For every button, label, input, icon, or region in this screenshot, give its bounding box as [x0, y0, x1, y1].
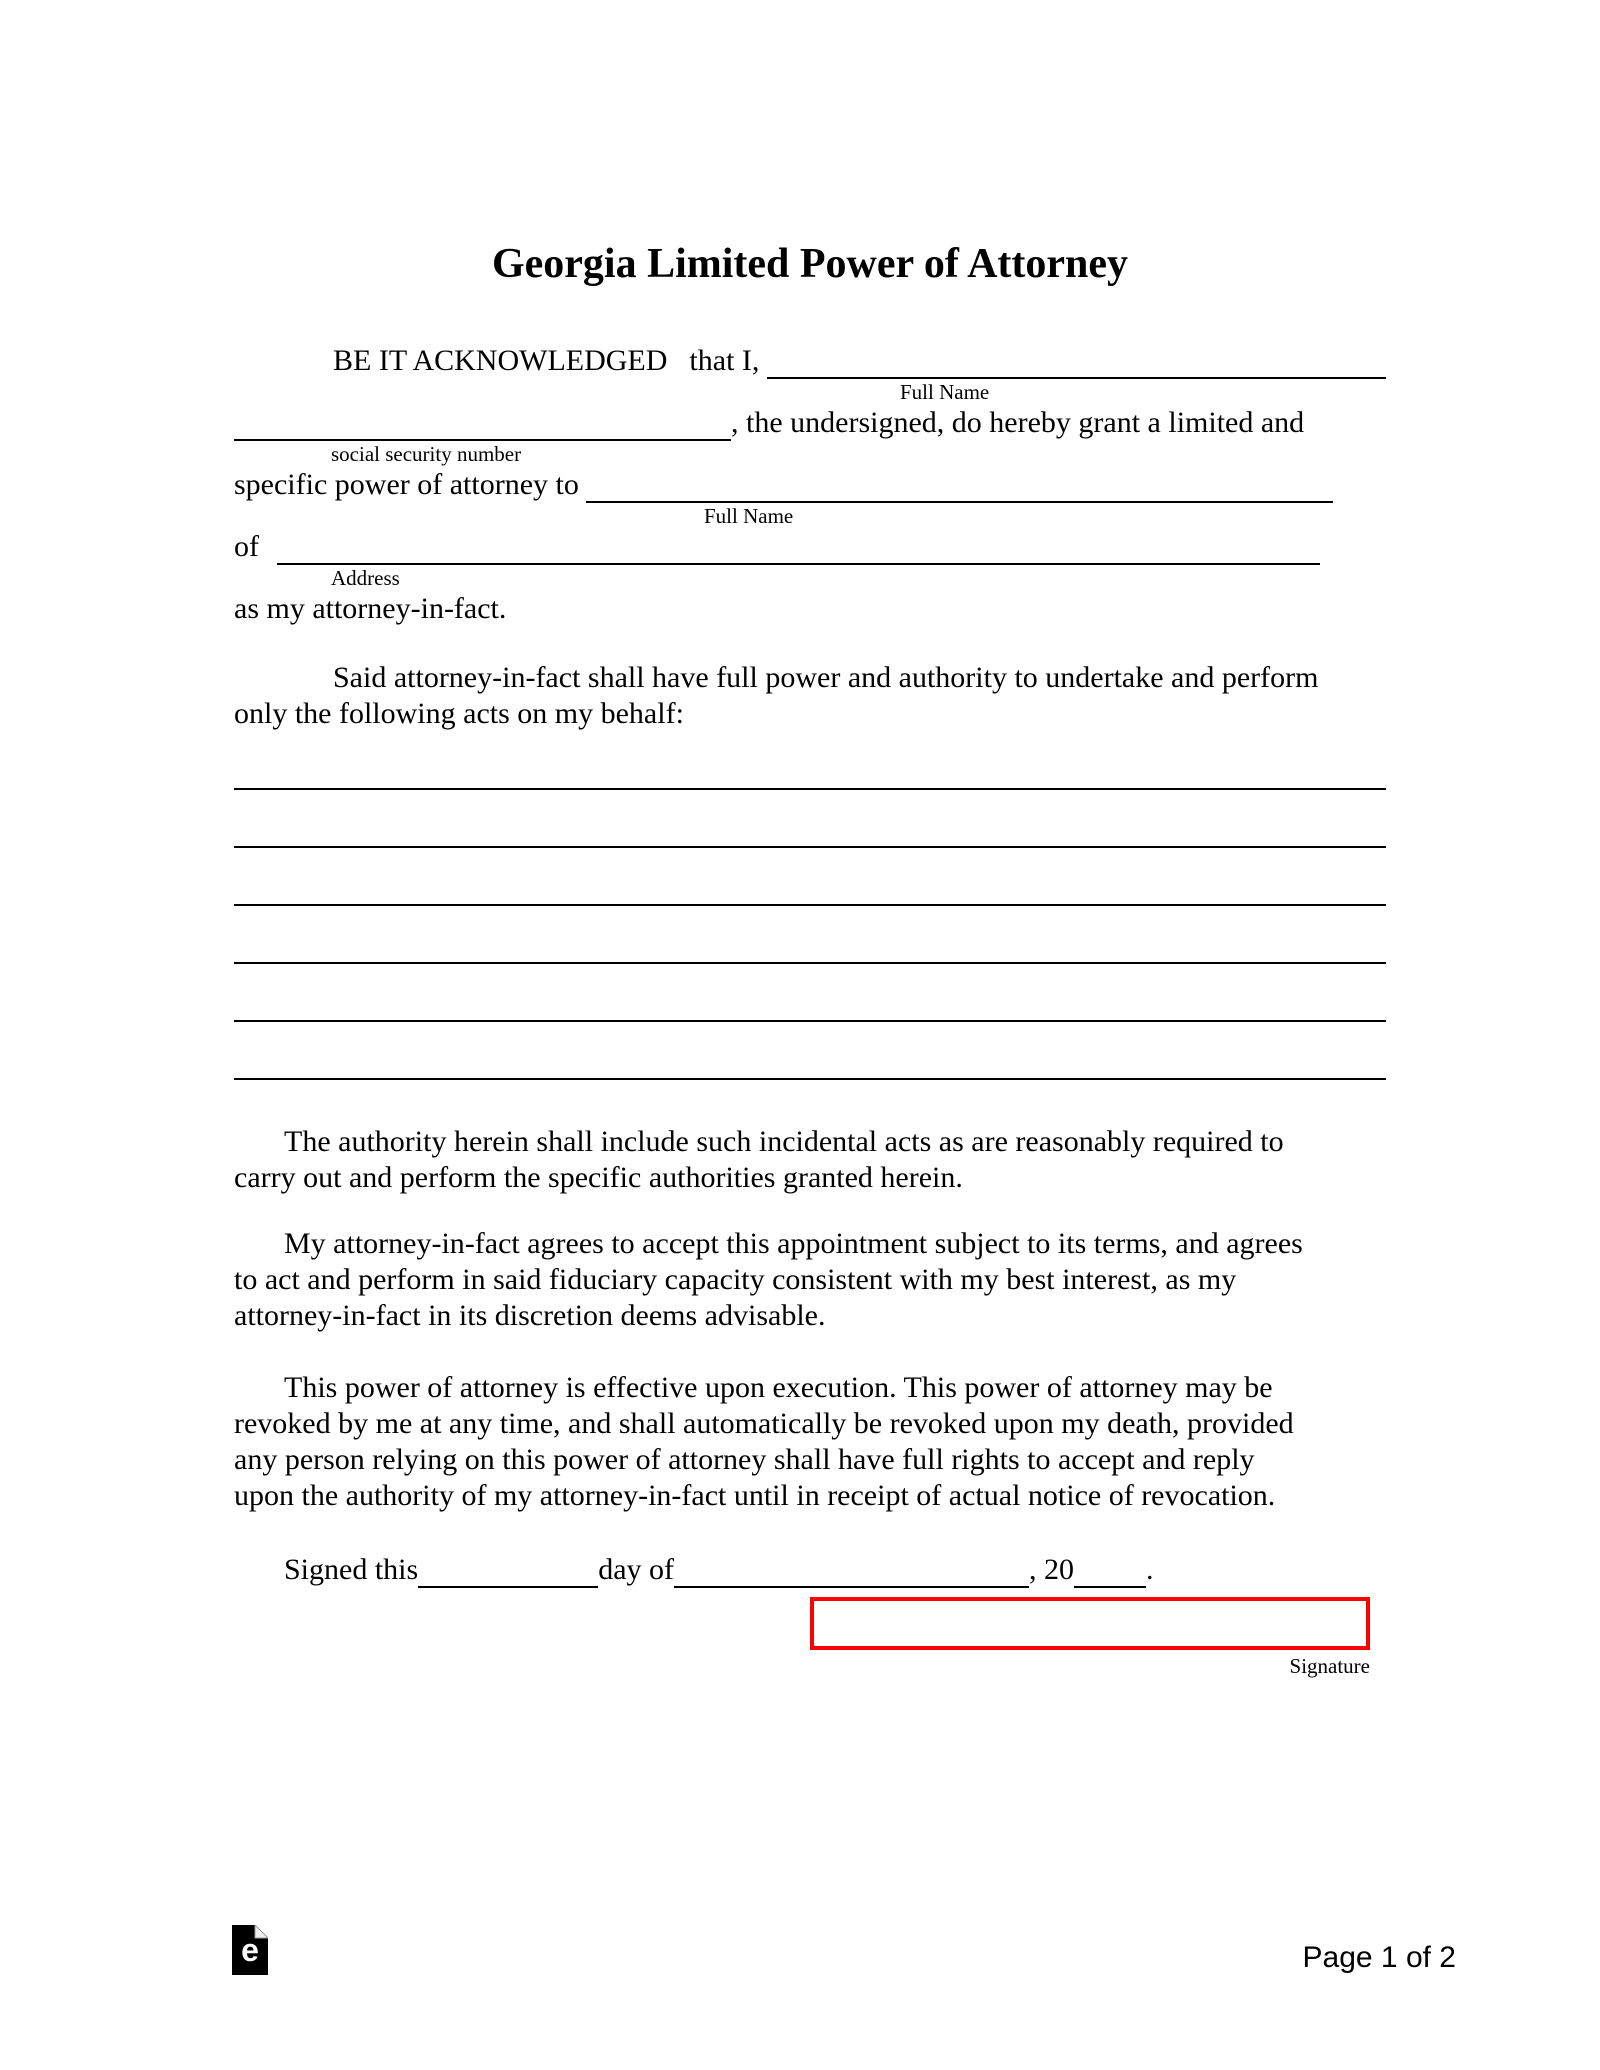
address-label: Address: [331, 566, 400, 590]
of-text: of: [234, 530, 259, 563]
agent-row: [234, 467, 1333, 503]
logo-letter: e: [241, 1932, 259, 1968]
full-name-label-row: [234, 379, 1386, 405]
agent-name-label-row: [234, 503, 1386, 529]
address-label-row: [234, 565, 1386, 591]
year-blank[interactable]: [1074, 1552, 1146, 1588]
that-i-text: that I,: [689, 344, 767, 377]
day-of-text: day of: [598, 1553, 674, 1586]
paragraph-line: upon the authority of my attorney-in-fact until in receipt of actual notice of revocation.: [234, 1479, 1276, 1512]
period-text: .: [1146, 1553, 1154, 1586]
paragraph-line: revoked by me at any time, and shall automatically be revoked upon my death, provided: [234, 1407, 1294, 1440]
ssn-blank[interactable]: [234, 405, 731, 441]
undersigned-text: , the undersigned, do hereby grant a limited and: [731, 406, 1305, 439]
paragraph-line: My attorney-in-fact agrees to accept this appointment subject to its terms, and agrees: [284, 1227, 1303, 1260]
tab-gap: [667, 343, 689, 379]
paragraph-authority: [234, 1124, 1386, 1196]
month-blank[interactable]: [674, 1552, 1029, 1588]
specific-poa-text: specific power of attorney to: [234, 468, 587, 501]
acknowledged-row: [234, 343, 1386, 379]
acknowledged-text: BE IT ACKNOWLEDGED: [333, 344, 668, 377]
signed-date-row: [234, 1552, 1386, 1588]
paragraph-line: This power of attorney is effective upon execution. This power of attorney may be: [284, 1371, 1273, 1404]
page-number: Page 1 of 2: [1302, 1941, 1456, 1974]
ssn-label-row: [234, 441, 1386, 467]
day-blank[interactable]: [418, 1552, 598, 1588]
intro-section: [234, 343, 1386, 627]
paragraph-said: [234, 660, 1386, 732]
page-title: Georgia Limited Power of Attorney: [491, 241, 1129, 287]
acts-blank-lines: [234, 732, 1386, 1080]
paragraph-line: to act and perform in said fiduciary capacity consistent with my best interest, as my: [234, 1263, 1237, 1296]
acts-blank-line-2[interactable]: [234, 790, 1386, 848]
paragraph-line: The authority herein shall include such incidental acts as are reasonably required to: [284, 1125, 1284, 1158]
paragraph-line: carry out and perform the specific authorities granted herein.: [234, 1161, 963, 1194]
signed-this-text: Signed this: [284, 1553, 419, 1586]
address-row: [234, 529, 1320, 565]
acts-blank-line-3[interactable]: [234, 848, 1386, 906]
eforms-logo: [232, 1925, 268, 1975]
agent-full-name-label: Full Name: [704, 504, 794, 528]
paragraph-line: any person relying on this power of attorney shall have full rights to accept and reply: [234, 1443, 1255, 1476]
signature-box[interactable]: [810, 1597, 1370, 1650]
agent-name-blank[interactable]: [586, 467, 1333, 503]
acts-blank-line-6[interactable]: [234, 1022, 1386, 1080]
ssn-label: social security number: [331, 442, 522, 466]
address-blank[interactable]: [277, 529, 1320, 565]
signature-label-row: [810, 1653, 1370, 1679]
paragraph-line: only the following acts on my behalf:: [234, 697, 684, 730]
attorney-in-fact-text: as my attorney-in-fact.: [234, 592, 507, 625]
signature-label: Signature: [1289, 1654, 1370, 1678]
paragraph-agrees: [234, 1226, 1386, 1334]
paragraph-effective: [234, 1370, 1386, 1514]
acts-blank-line-5[interactable]: [234, 964, 1386, 1022]
acts-blank-line-1[interactable]: [234, 732, 1386, 790]
paragraph-line: Said attorney-in-fact shall have full power and authority to undertake and perform: [333, 661, 1319, 694]
principal-name-blank[interactable]: [767, 343, 1386, 379]
ssn-row: [234, 405, 1386, 441]
acts-blank-line-4[interactable]: [234, 906, 1386, 964]
year-prefix-text: , 20: [1029, 1553, 1074, 1586]
full-name-label: Full Name: [900, 380, 990, 404]
paragraph-line: attorney-in-fact in its discretion deems advisable.: [234, 1299, 826, 1332]
